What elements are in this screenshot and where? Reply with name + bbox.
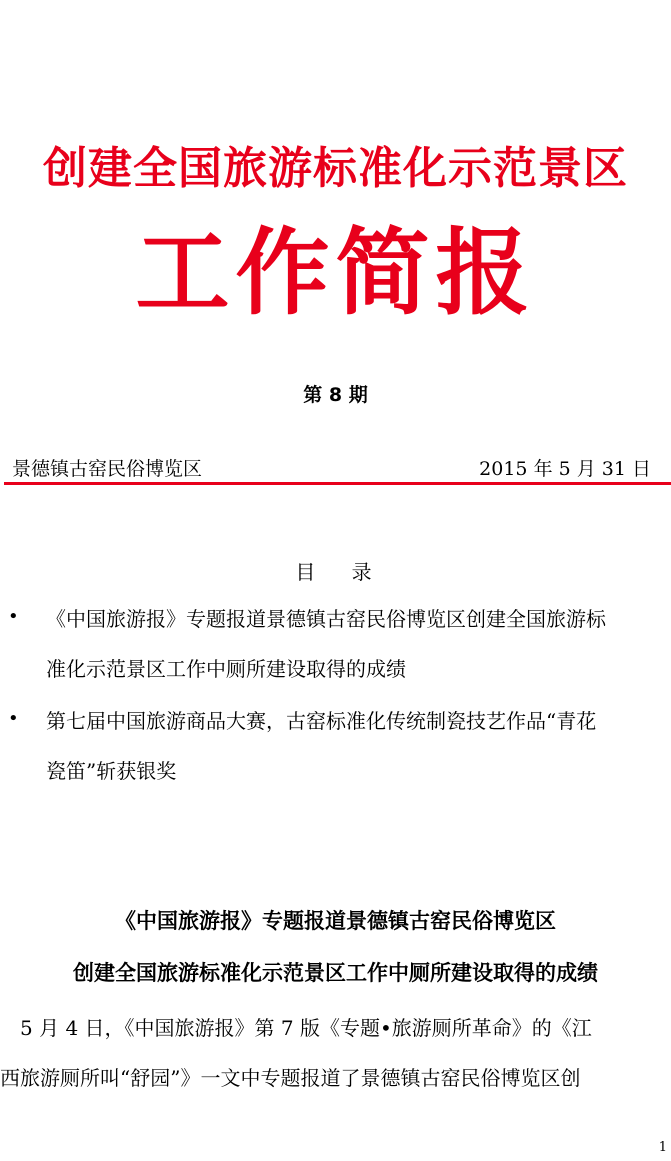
toc-item-1-line-1[interactable]: 《中国旅游报》专题报道景德镇古窑民俗博览区创建全国旅游标 xyxy=(46,607,606,631)
organization-name: 景德镇古窑民俗博览区 xyxy=(12,458,203,480)
toc-item-2-line-2[interactable]: 瓷笛”斩获银奖 xyxy=(46,759,177,783)
toc-heading: 目 录 xyxy=(295,560,376,584)
publication-date: 2015 年 5 月 31 日 xyxy=(479,458,651,480)
toc-bullet: • xyxy=(8,606,19,627)
toc-item-2-line-1[interactable]: 第七届中国旅游商品大赛，古窑标准化传统制瓷技艺作品“青花 xyxy=(46,709,597,733)
issue-number: 第 8 期 xyxy=(303,384,368,406)
article-title-line-1: 《中国旅游报》专题报道景德镇古窑民俗博览区 xyxy=(115,908,556,933)
article-title-line-2: 创建全国旅游标准化示范景区工作中厕所建设取得的成绩 xyxy=(73,960,598,985)
report-series-title: 创建全国旅游标准化示范景区 xyxy=(43,143,628,194)
report-main-title: 工作简报 xyxy=(135,219,536,328)
toc-item-1-line-2[interactable]: 准化示范景区工作中厕所建设取得的成绩 xyxy=(46,657,406,681)
toc-bullet: • xyxy=(8,708,19,729)
article-paragraph-line-1: 5 月 4 日，《中国旅游报》第 7 版《专题•旅游厕所革命》的《江 xyxy=(0,1016,592,1040)
article-paragraph-line-2: 西旅游厕所叫“舒园”》一文中专题报道了景德镇古窑民俗博览区创 xyxy=(0,1066,581,1090)
page-number: 1 xyxy=(658,1140,667,1155)
header-divider xyxy=(4,482,671,485)
